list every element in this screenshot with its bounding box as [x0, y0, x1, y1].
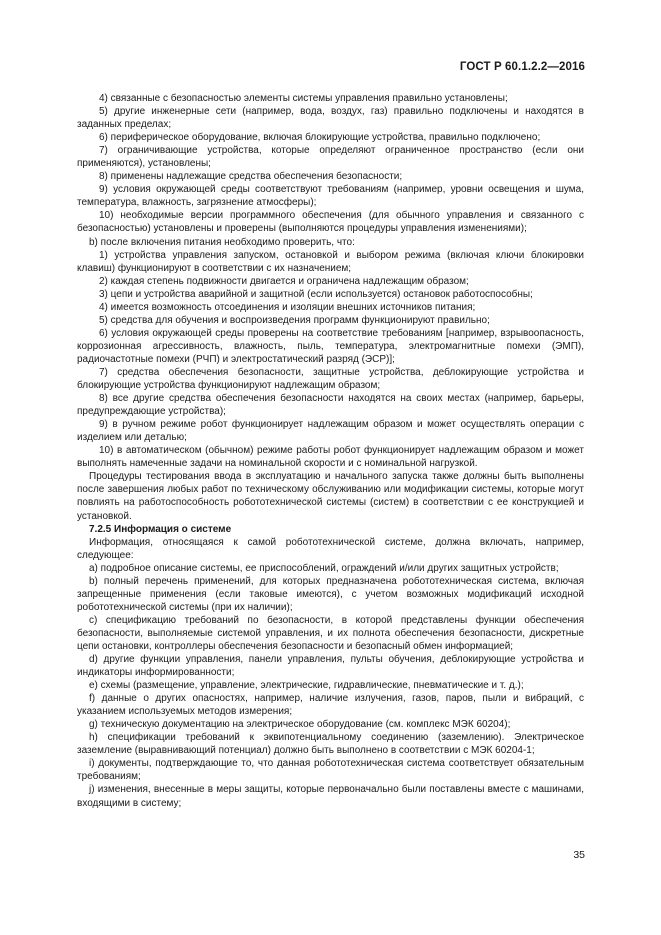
paragraph: h) спецификации требований к эквипотенциальному соединению (заземлению). Электрическое заземление (выравнивающий потенциал) должно быть выполнено в соответствии с МЭК 60204-1; [77, 732, 584, 757]
paragraph: d) другие функции управления, панели управления, пульты обучения, деблокирующие устройства и индикаторы информированности; [77, 654, 584, 679]
paragraph: 1) устройства управления запуском, остановкой и выбором режима (включая ключи блокировки клавиш) функционируют в соответствии с их назначением; [77, 249, 584, 274]
paragraph: Информация, относящаяся к самой робототехнической системе, должна включать, например, следующее: [77, 536, 584, 561]
paragraph: 10) в автоматическом (обычном) режиме работы робот функционирует надлежащим образом и может выполнять намеченные задачи на номинальной скорости и с номинальной нагрузкой. [77, 445, 584, 470]
paragraph: c) спецификацию требований по безопасности, в которой представлены функции обеспечения безопасности, выполняемые системой управления, и их полнота обеспечения безопасности, дискретные цепи остановки, контроллеры обеспечения безопасности и безопасный обмен информацией; [77, 614, 584, 652]
section-heading: 7.2.5 Информация о системе [89, 523, 232, 535]
paragraph: 3) цепи и устройства аварийной и защитной (если используется) остановок работоспособны; [99, 288, 533, 300]
paragraph: b) после включения питания необходимо проверить, что: [89, 236, 355, 248]
paragraph: 8) применены надлежащие средства обеспечения безопасности; [99, 171, 403, 183]
paragraph: e) схемы (размещение, управление, электрические, гидравлические, пневматические и т. д.); [89, 680, 524, 692]
page-number: 35 [573, 849, 585, 861]
paragraph: a) подробное описание системы, ее приспособлений, ограждений и/или других защитных устройств; [89, 562, 559, 574]
paragraph: i) документы, подтверждающие то, что данная робототехническая система соответствует обязательным требованиям; [77, 758, 584, 783]
paragraph: Процедуры тестирования ввода в эксплуатацию и начального запуска также должны быть выполнены после завершения любых работ по техническому обслуживанию или модификации системы, которые могут повлиять на работоспособность робототехнической системы (систем) в соответствии с ее конструкцией и установкой. [77, 471, 584, 522]
paragraph: 7) ограничивающие устройства, которые определяют ограниченное пространство (если они применяются), установлены; [77, 145, 584, 170]
paragraph: 9) в ручном режиме робот функционирует надлежащим образом и может осуществлять операции с изделием или деталью; [77, 419, 584, 444]
paragraph: 10) необходимые версии программного обеспечения (для обычного управления и связанного с безопасностью) установлены и проверены (выполняются процедуры управления изменениями); [77, 210, 584, 235]
paragraph: 9) условия окружающей среды соответствуют требованиям (например, уровни освещения и шума, температура, влажность, загрязнение атмосферы); [77, 184, 584, 209]
paragraph: b) полный перечень применений, для которых предназначена робототехническая система, включая запрещенные применения (если таковые имеются), с учетом возможных модификаций исходной робототехнической системы (при их наличии); [77, 575, 584, 613]
paragraph: 5) средства для обучения и воспроизведения программ функционируют правильно; [99, 314, 490, 326]
paragraph: 2) каждая степень подвижности двигается и ограничена надлежащим образом; [99, 275, 469, 287]
standard-header: ГОСТ Р 60.1.2.2—2016 [459, 61, 585, 73]
paragraph: 7) средства обеспечения безопасности, защитные устройства, деблокирующие устройства и блокирующие устройства функционируют надлежащим образом; [77, 366, 584, 392]
document-body [77, 92, 584, 810]
paragraph: f) данные о других опасностях, например, наличие излучения, газов, паров, пыли и вибраций, с указанием используемых методов измерения; [77, 693, 584, 718]
paragraph: 6) периферическое оборудование, включая блокирующие устройства, правильно подключено; [99, 132, 541, 144]
paragraph: 5) другие инженерные сети (например, вода, воздух, газ) правильно подключены и находятся в заданных пределах; [77, 106, 584, 131]
paragraph: g) техническую документацию на электрическое оборудование (см. комплекс МЭК 60204); [89, 719, 511, 731]
paragraph: j) изменения, внесенные в меры защиты, которые первоначально были поставлены вместе с машинами, входящими в систему; [77, 784, 584, 809]
paragraph: 4) имеется возможность отсоединения и изоляции внешних источников питания; [99, 301, 476, 313]
paragraph: 8) все другие средства обеспечения безопасности находятся на своих местах (например, барьеры, предупреждающие устройства); [77, 393, 584, 418]
paragraph: 6) условия окружающей среды проверены на соответствие требованиям [например, взрывоопасность, коррозионная агрессивность, влажность, пыль, температура, электромагнитные помехи (ЭМП), радиочастотные помехи (РЧП) и электростатический разряд (ЭСР)]; [77, 327, 584, 365]
paragraph: 4) связанные с безопасностью элементы системы управления правильно установлены; [99, 93, 508, 104]
